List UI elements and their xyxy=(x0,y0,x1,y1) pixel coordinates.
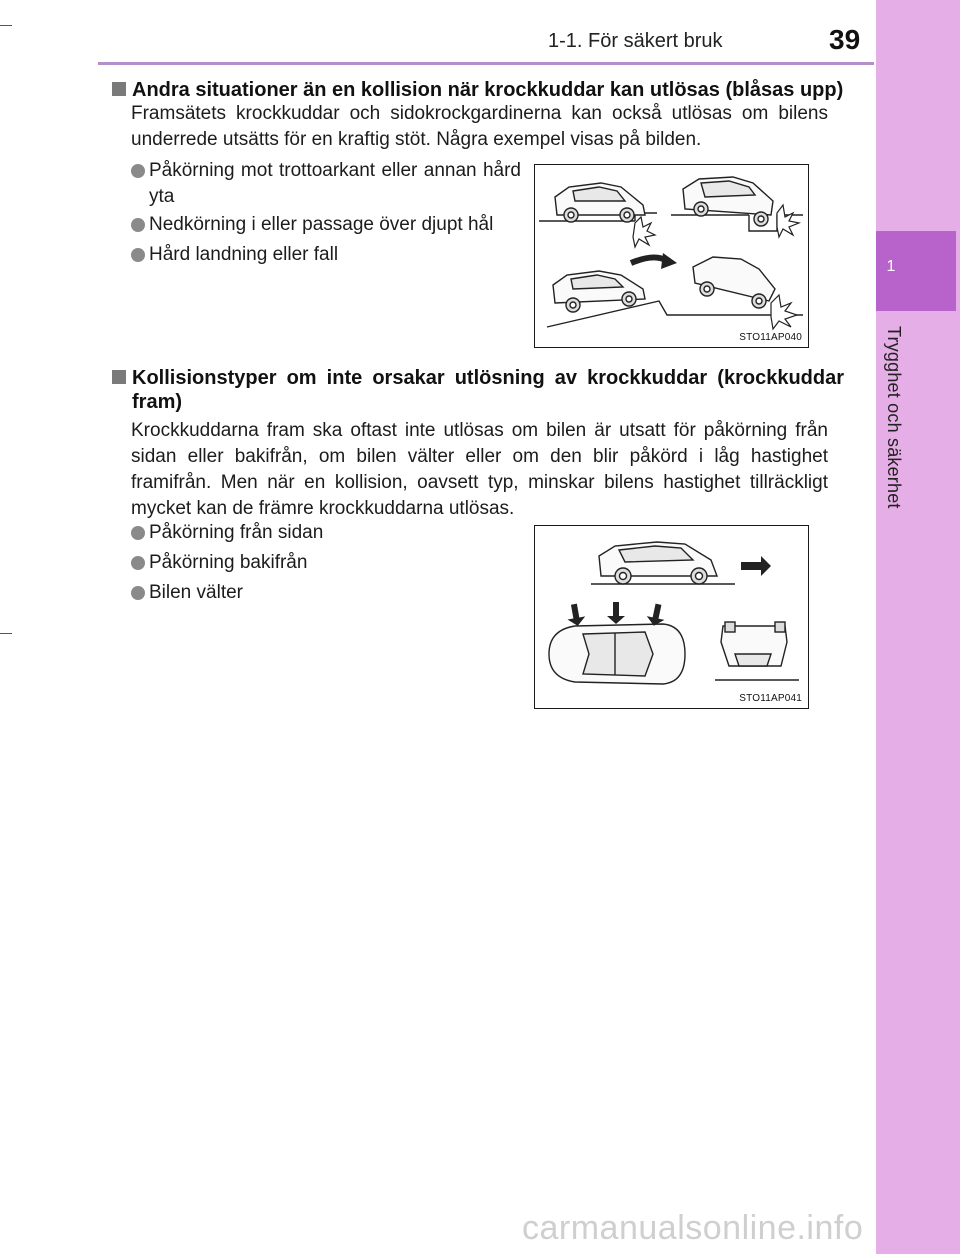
bullet-icon xyxy=(131,218,145,232)
figure-non-deploy-collisions xyxy=(534,525,809,709)
header-section-title: 1-1. För säkert bruk xyxy=(548,30,723,52)
section-heading-text: Kollisionstyper om inte orsakar utlösning av krockkuddar (krockkuddar fram) xyxy=(132,367,844,413)
list-item xyxy=(131,158,521,210)
list-item xyxy=(131,212,521,238)
list-item-text: Påkörning mot trottoarkant eller annan hård yta xyxy=(149,160,521,207)
figure-code: STO11AP041 xyxy=(739,693,802,704)
section-heading-text: Andra situationer än en kollision när krockkuddar kan utlösas (blåsas upp) xyxy=(132,79,844,101)
section-square-icon xyxy=(112,370,126,384)
bullet-icon xyxy=(131,556,145,570)
crop-mark xyxy=(0,633,12,634)
crop-mark xyxy=(0,25,12,26)
bullet-icon xyxy=(131,586,145,600)
header-rule xyxy=(98,62,874,65)
list-item-text: Påkörning från sidan xyxy=(149,522,324,543)
chapter-side-tab xyxy=(876,0,960,1254)
impact-illustration xyxy=(535,165,807,347)
figure-impact-examples xyxy=(534,164,809,348)
chapter-number: 1 xyxy=(886,258,896,275)
watermark: carmanualsonline.info xyxy=(522,1209,864,1247)
list-item xyxy=(131,520,521,546)
figure-code: STO11AP040 xyxy=(739,332,802,343)
bullet-icon xyxy=(131,526,145,540)
list-item xyxy=(131,580,521,606)
list-item xyxy=(131,550,521,576)
section-body: Framsätets krockkuddar och sidokrockgardinerna kan också utlösas om bilens underrede utsätts för en kraftig stöt. Några exempel visas på bilden. xyxy=(131,103,828,150)
page-number: 39 xyxy=(829,24,861,55)
section-body: Krockkuddarna fram ska oftast inte utlösas om bilen är utsatt för påkörning från sidan eller bakifrån, om bilen välter eller om den blir påkörd i låg hastighet framifrån. Men när en kollision, oavsett typ, minskar bilens hastighet tillräckligt mycket kan de främre krockkuddarna utlösas. xyxy=(131,420,828,519)
bullet-icon xyxy=(131,248,145,262)
bullet-icon xyxy=(131,164,145,178)
list-item-text: Påkörning bakifrån xyxy=(149,552,308,573)
section-square-icon xyxy=(112,82,126,96)
list-item-text: Nedkörning i eller passage över djupt hål xyxy=(149,214,494,235)
list-item xyxy=(131,242,521,268)
chapter-label: Trygghet och säkerhet xyxy=(884,326,904,509)
list-item-text: Bilen välter xyxy=(149,582,243,603)
collision-types-illustration xyxy=(535,526,807,708)
list-item-text: Hård landning eller fall xyxy=(149,244,339,265)
